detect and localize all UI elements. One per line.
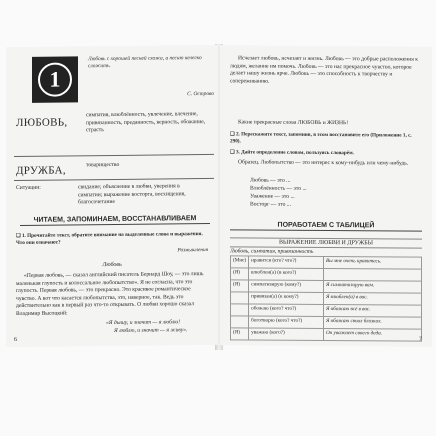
memo-label: Размышления [177,246,208,254]
table-cell [231,292,249,304]
lesson-number: 1 [38,62,72,96]
page-number-left: 6 [14,336,17,344]
word-term: ЛЮБОВЬ, [16,116,68,130]
section-title-table: ПОРАБОТАЕМ С ТАБЛИЦЕЙ [230,221,422,231]
table-cell [231,304,249,316]
task-1: ❑ 1. Прочитайте текст, обратите внимание на выделенные слова и выражения. Что они означают? [16,231,203,246]
table-cell: Я обожаю своих близких. [323,316,421,329]
intro-text: Исчезает любовь, исчезает и жизнь. Любовь — это добрые расположения к людям, желание им помочь. Любовь — это нас прекрасное чувство, которое делает нашу жизнь ярче. Любовь — это способность к творчеству и сопереживанию. [230,55,418,85]
table-cell: (Мне) [231,256,249,268]
right-page [220,45,432,346]
table-cell [323,268,421,281]
text-title: Любовь [102,261,122,269]
table-title: ВЫРАЖЕНИЕ ЛЮБВИ И ДРУЖБЫ [230,237,422,248]
table-cell: Я влюблен(а) в вас. [323,292,421,305]
epigraph-author: С. Острово [187,90,214,98]
blank-line: Восторг — это ... [250,201,291,208]
table-cell: Он уважает своего деда. [323,328,421,341]
page-number-right: 7 [419,336,422,343]
epigraph-quote: Любовь с хорошей песней схожа, а песню нелегко сложить. [88,55,202,70]
table-cell: (Я) [231,268,249,280]
prose-text: «Первая любовь, — сказал английский писатель Бернард Шоу, — это лишь маленькая глупость и колоссальное любопытство». Я не согласна, что это глупость. Первая любовь, — это прекрасно. Это красивое романтическое чувство. А вот что касается любопытства, это, наверное, так. Ведь это действительно как в первый раз что-то открывать. О любви хорошо сказал Владимир Высоцкий: [16,271,204,317]
task-3: ❑ 3. Дайте определение словам, пользуясь словарём. [230,149,354,157]
blank-line: Любовь — это ... [250,177,291,184]
verse-line: Я люблю, и значит — я живу». [114,327,188,334]
situations-text: свидание; объяснение в любви, уверения в симпатии; выражение восторга, восхищения, благосочетание [78,183,186,206]
word-term: ДРУЖБА, [16,164,66,178]
table-cell: симпатизирую (кому?) [249,280,324,293]
word-synonyms: симпатия, влюблённость, увлечение, влечение, привязанность, преданность, верность, обожание, страсть [86,111,206,134]
table-subtitle: Любовь, симпатия, привязанность [230,248,314,255]
table-cell: Я обожаю всё в вас. [323,304,421,317]
table-cell [231,316,249,328]
task-2: ❑ 2. Перескажите текст, запомнив, в этом восстановите его (Приложение 1, с. 290). [230,131,412,145]
table-cell: обожаю (кого? что?) [249,304,324,317]
verse-line: «Я дышу, и значит — я люблю! [106,319,181,327]
section-title-read: ЧИТАЕМ, ЗАПОМИНАЕМ, ВОССТАНАВЛИВАЕМ [20,215,210,226]
table-cell: привязан(а) (к кому?) [249,292,324,305]
model-text: Образец. Любопытство — это интерес к кому-нибудь или чему-нибудь. [238,159,409,167]
table-cell: (Я) [231,328,249,340]
left-page [6,45,218,347]
question-text: Какие прекрасные слова ЛЮБОВЬ и ЖИЗНЬ! [238,119,349,127]
expressions-table [230,255,422,341]
blank-line: Уважение — это ... [250,193,295,200]
table-cell: Я симпатизирую вам. [323,280,421,293]
word-row-love [14,107,214,157]
word-row-friendship [14,157,214,181]
word-synonyms: товарищество [86,161,120,169]
table-cell: нравится (кто? что?) [249,256,324,269]
blank-line: Влюблённость — это ... [250,185,307,192]
table-cell: боготворю (кого? что?) [249,316,324,329]
table-cell: Вы мне очень нравитесь. [323,256,421,269]
table-cell: влюблен(а) (в кого?) [249,268,324,281]
table-cell: уважаю (кого?) [249,328,324,341]
lesson-number-badge [32,56,78,102]
situations-label: Ситуации: [16,184,41,192]
table-row [231,328,422,341]
table-cell: (Я) [231,280,249,292]
